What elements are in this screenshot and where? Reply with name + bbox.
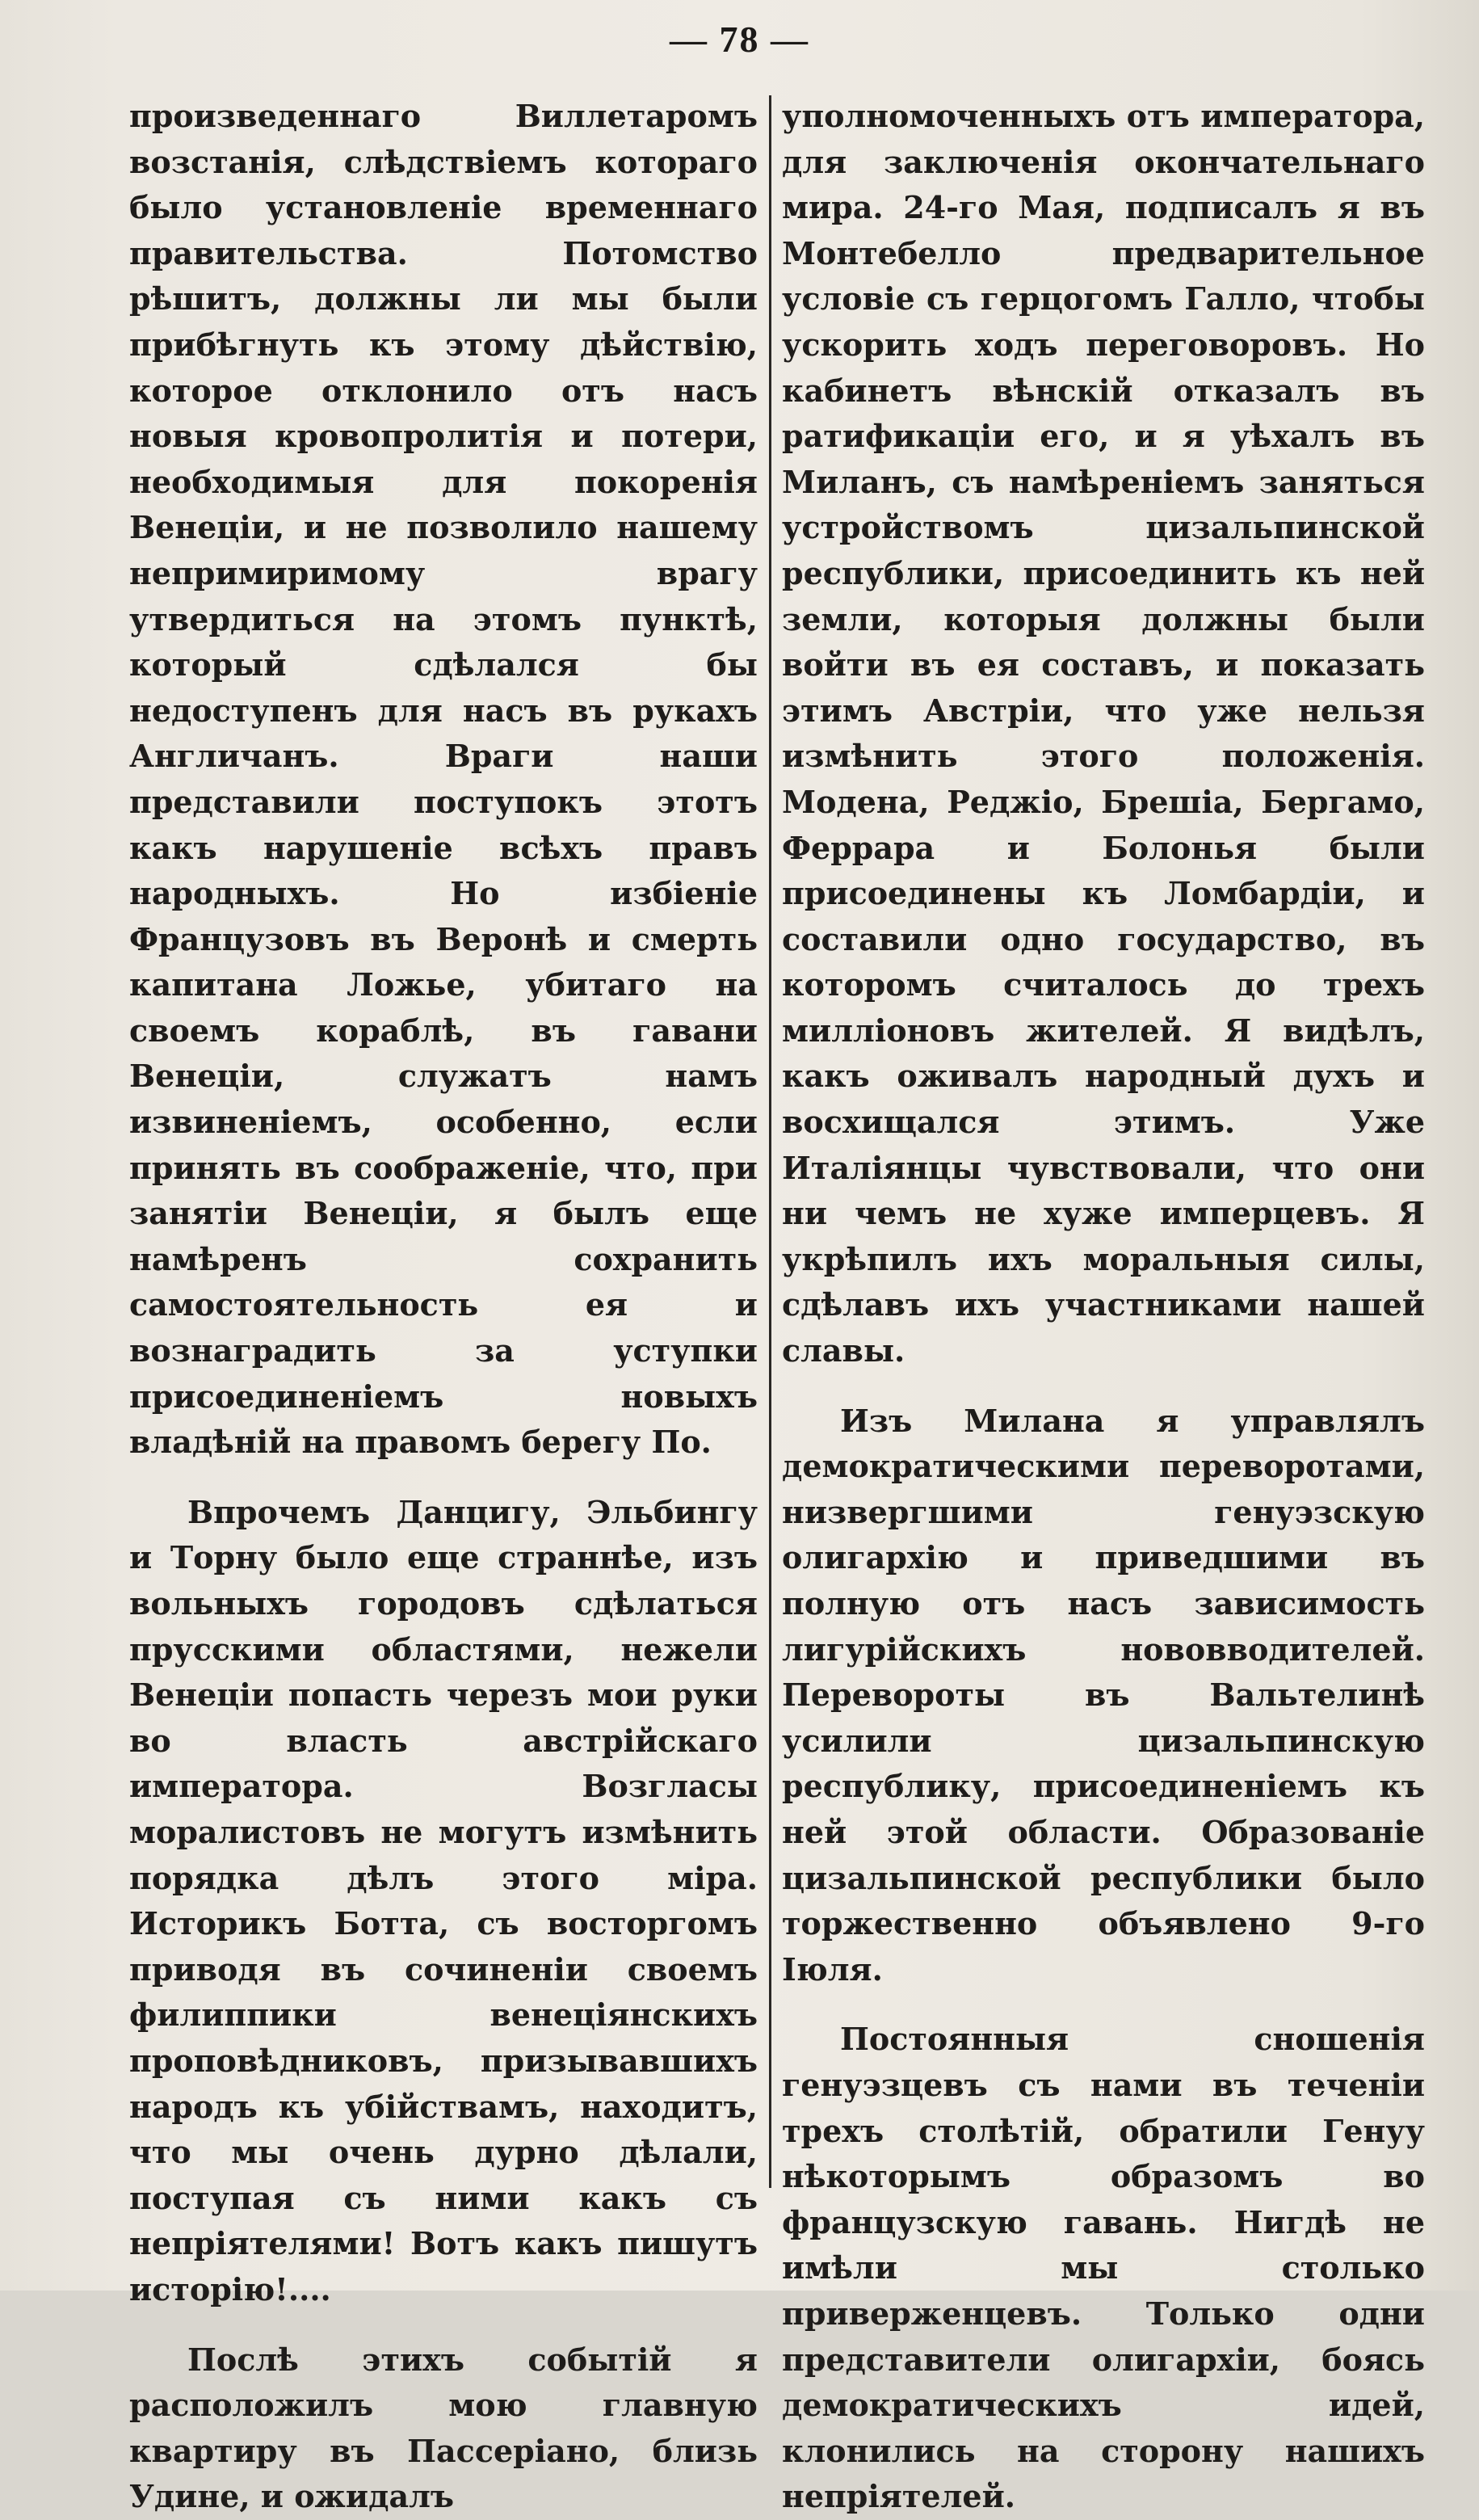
paragraph: Послѣ этихъ событій я расположилъ мою главную квартиру въ Пассеріано, близь Удине, и ожидалъ (129, 2341, 758, 2515)
left-column (129, 94, 758, 2520)
paragraph: Изъ Милана я управлялъ демократическими переворотами, низвергшими генуэзскую олигархію и приведшими въ полную отъ насъ зависимость лигурійскихъ нововводителей. Перевороты въ Вальтелинѣ усилили цизальпинскую республику, присоединеніемъ къ ней этой области. Образованіе цизальпинской республики было торжественно объявлено 9-го Іюля. (782, 1402, 1425, 1988)
paragraph: Постоянныя сношенія генуэзцевъ съ нами въ теченіи трехъ столѣтій, обратили Генуу нѣкоторымъ образомъ во французскую гавань. Нигдѣ не имѣли мы столько приверженцевъ. Только одни представители олигархіи, боясь демократическихъ идей, клонились на сторону нашихъ непріятелей. (782, 2021, 1425, 2515)
column-divider (769, 95, 771, 2188)
page-number: — 78 — (670, 19, 809, 60)
right-column (782, 94, 1425, 2520)
paragraph: уполномоченныхъ отъ императора, для заключенія окончательнаго мира. 24-го Мая, подписалъ я въ Монтебелло предварительное условіе съ герцогомъ Галло, чтобы ускорить ходъ переговоровъ. Но кабинетъ вѣнскій отказалъ въ ратификаціи его, и я уѣхалъ въ Миланъ, съ намѣреніемъ заняться устройствомъ цизальпинской республики, присоединить къ ней земли, которыя должны были войти въ ея составъ, и показать этимъ Австріи, что уже нельзя измѣнить этого положенія. Модена, Реджіо, Брешіа, Бергамо, Феррара и Болонья были присоединены къ Ломбардіи, и составили одно государство, въ которомъ считалось до трехъ милліоновъ жителей. Я видѣлъ, какъ оживалъ народный духъ и восхищался этимъ. Уже Италіянцы чувствовали, что они ни чемъ не хуже имперцевъ. Я укрѣпилъ ихъ моральныя силы, сдѣлавъ ихъ участниками нашей славы. (782, 98, 1425, 1369)
paragraph: произведеннаго Виллетаромъ возстанія, слѣдствіемъ котораго было установленіе временнаго правительства. Потомство рѣшитъ, должны ли мы были прибѣгнуть къ этому дѣйствію, которое отклонило отъ насъ новыя кровопролитія и потери, необходимыя для покоренія Венеціи, и не позволило нашему непримиримому врагу утвердиться на этомъ пунктѣ, который сдѣлался бы недоступенъ для насъ въ рукахъ Англичанъ. Враги наши представили поступокъ этотъ какъ нарушеніе всѣхъ правъ народныхъ. Но избіеніе Французовъ въ Веронѣ и смерть капитана Ложье, убитаго на своемъ кораблѣ, въ гавани Венеціи, служатъ намъ извиненіемъ, особенно, если принять въ соображеніе, что, при занятіи Венеціи, я былъ еще намѣренъ сохранить самостоятельность ея и вознаградить за уступки присоединеніемъ новыхъ владѣній на правомъ берегу По. (129, 98, 758, 1461)
paragraph: Впрочемъ Данцигу, Эльбингу и Торну было еще страннѣе, изъ вольныхъ городовъ сдѣлаться прусскими областями, нежели Венеціи попасть черезъ мои руки во власть австрійскаго императора. Возгласы моралистовъ не могутъ измѣнить порядка дѣлъ этого міра. Историкъ Ботта, съ восторгомъ приводя въ сочиненіи своемъ филиппики венеціянскихъ проповѣдниковъ, призывавшихъ народъ къ убійствамъ, находитъ, что мы очень дурно дѣлали, поступая съ ними какъ съ непріятелями! Вотъ какъ пишутъ исторію!.... (129, 1493, 758, 2308)
